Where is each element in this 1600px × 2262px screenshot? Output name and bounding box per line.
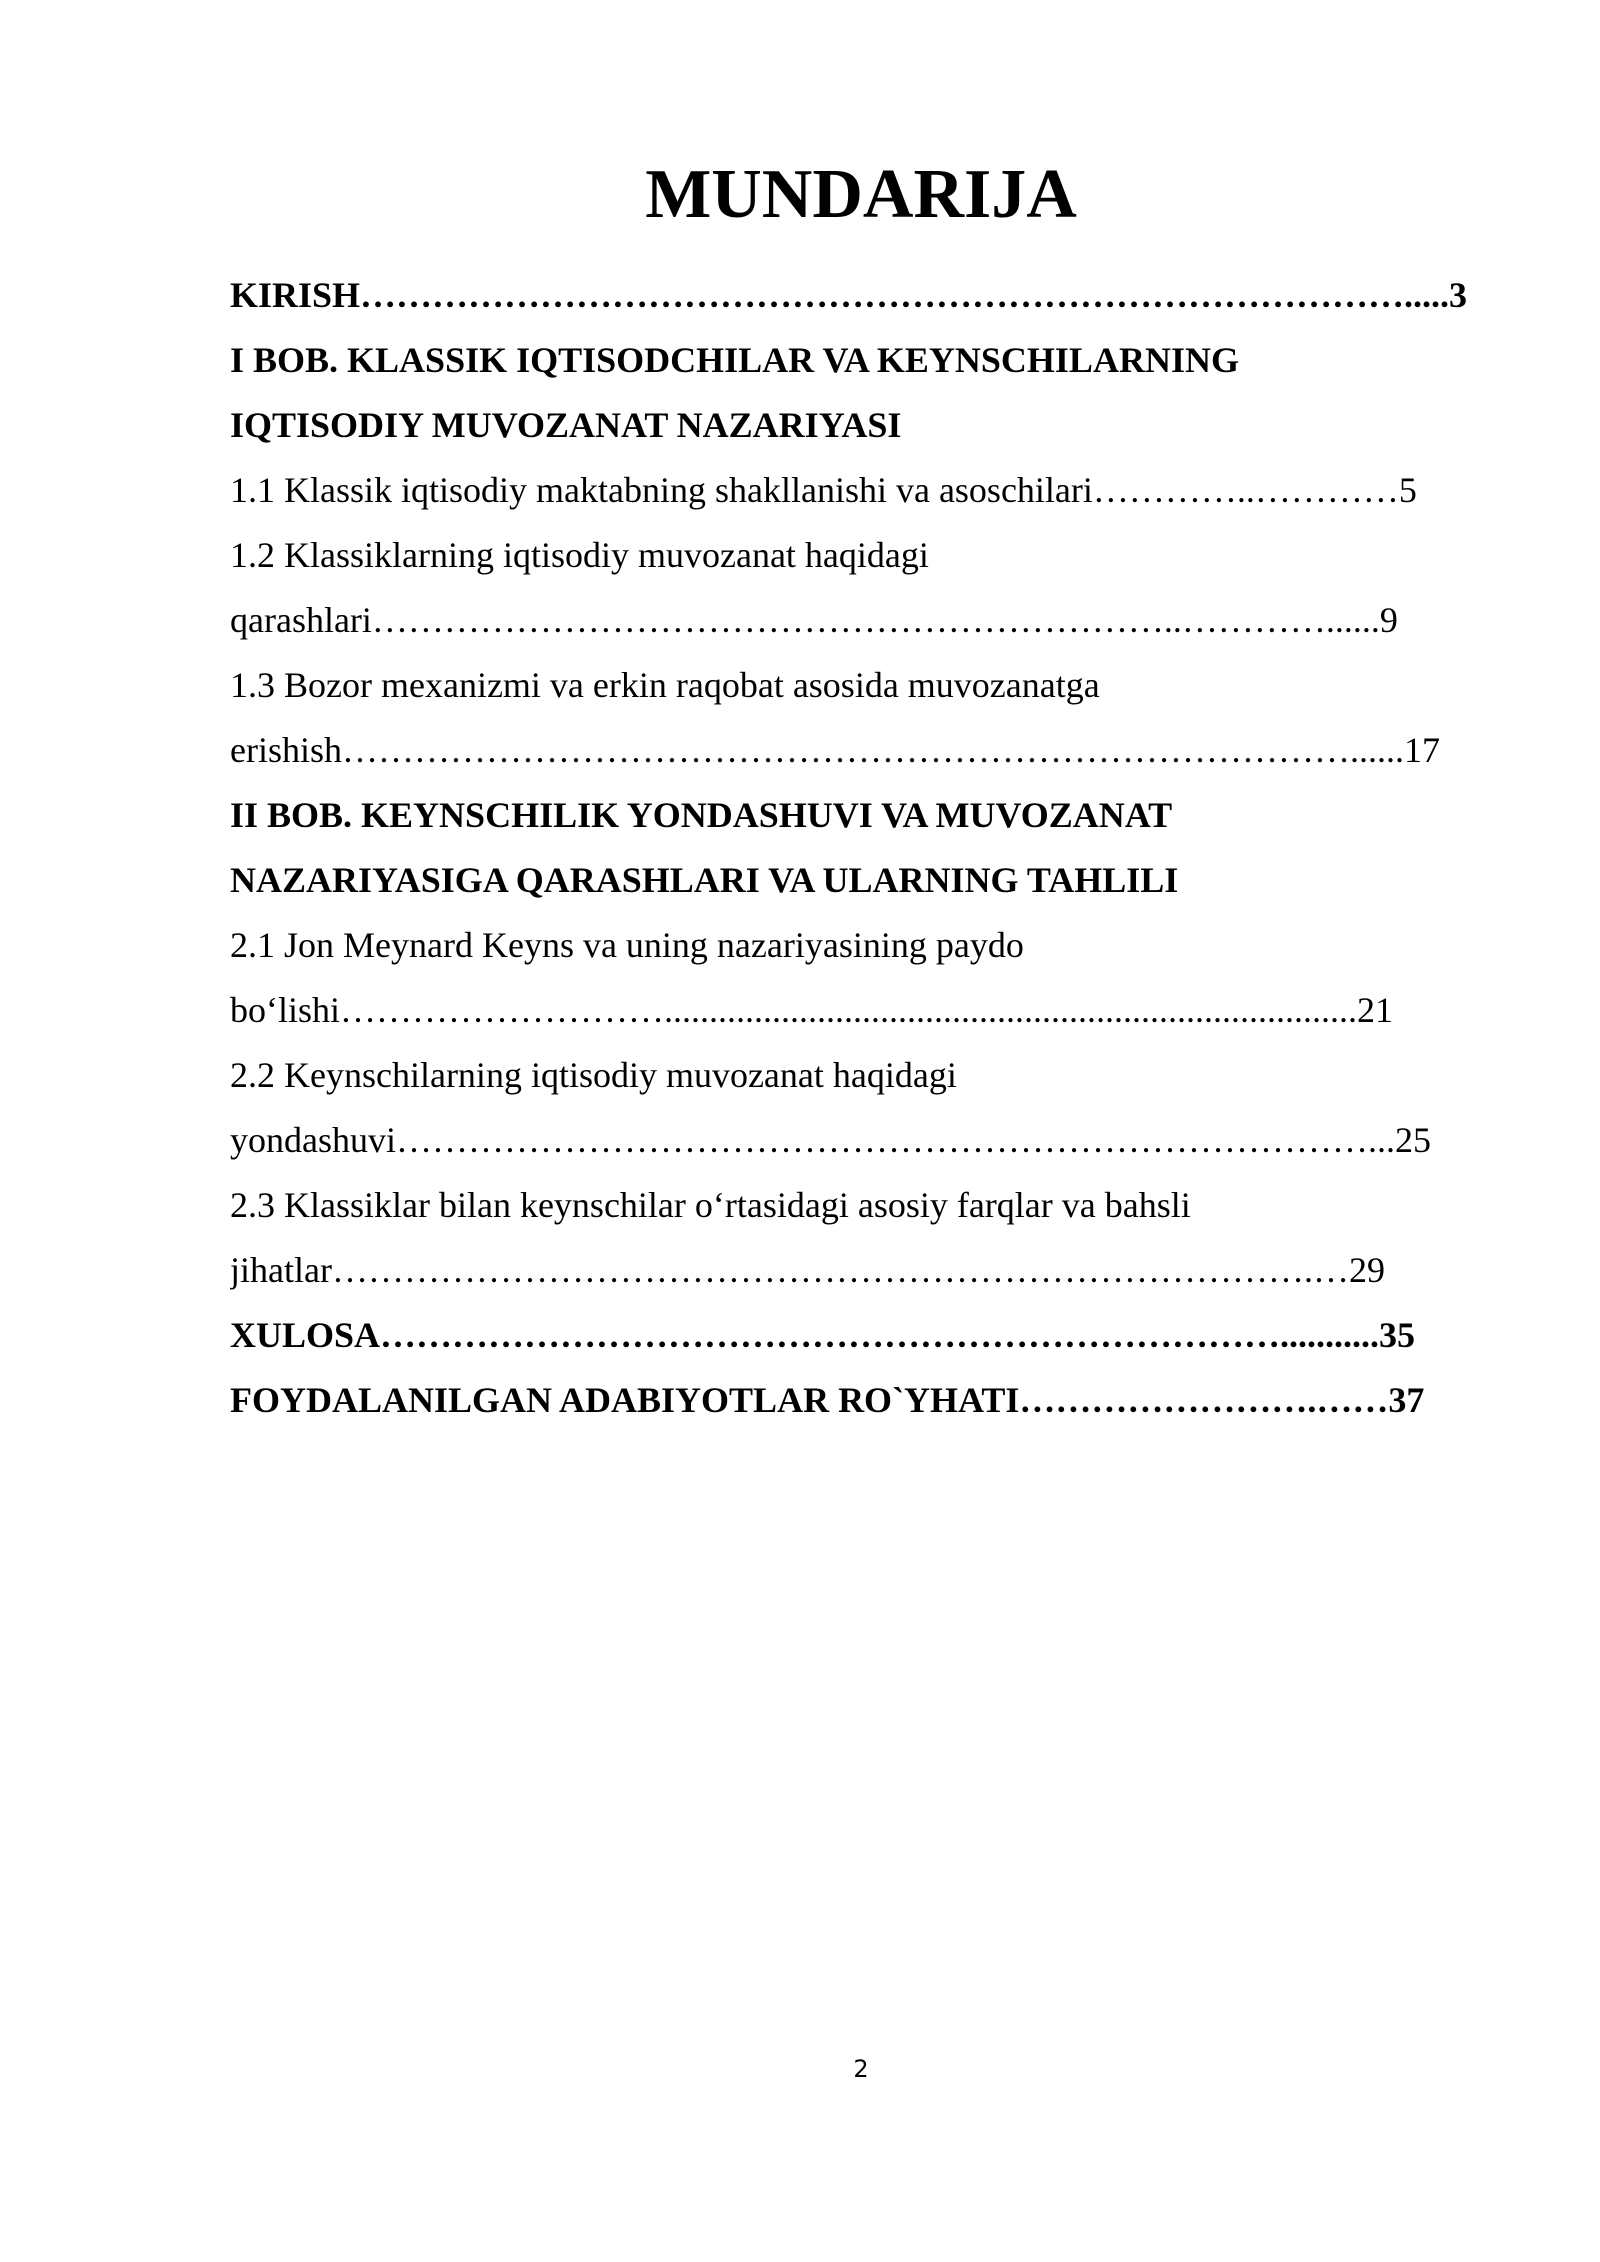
toc-section-2-2: 2.2 Keynschilarning iqtisodiy muvozanat haqidagi [230, 1055, 957, 1095]
toc-entry-kirish: KIRISH…………………………………………………………………………….....3 [230, 275, 1468, 315]
title-container [230, 150, 1492, 240]
toc-section-1-3-cont: erishish…………………………………………………………………………......17 [230, 730, 1440, 770]
toc-entry-xulosa: XULOSA…………………………………………………………………...........35 [230, 1315, 1416, 1355]
table-of-contents [230, 263, 1495, 1433]
toc-section-1-2: 1.2 Klassiklarning iqtisodiy muvozanat haqidagi [230, 535, 929, 575]
toc-chapter-1-heading-cont: IQTISODIY MUVOZANAT NAZARIYASI [230, 405, 902, 445]
toc-section-1-1: 1.1 Klassik iqtisodiy maktabning shakllanishi va asoschilari…………..…………5 [230, 470, 1417, 510]
toc-entry-references: FOYDALANILGAN ADABIYOTLAR RO`YHATI…………………….……37 [230, 1380, 1425, 1420]
page-title: MUNDARIJA [645, 156, 1077, 233]
page-number: 2 [853, 2055, 869, 2083]
toc-section-2-3-cont: jihatlar……………………………………………………………………….…29 [230, 1250, 1385, 1290]
toc-chapter-2-heading-cont: NAZARIYASIGA QARASHLARI VA ULARNING TAHLILI [230, 860, 1179, 900]
toc-chapter-1-heading: I BOB. KLASSIK IQTISODCHILAR VA KEYNSCHILARNING [230, 340, 1239, 380]
toc-section-2-3: 2.3 Klassiklar bilan keynschilar o‘rtasidagi asosiy farqlar va bahsli [230, 1185, 1191, 1225]
toc-chapter-2-heading: II BOB. KEYNSCHILIK YONDASHUVI VA MUVOZANAT [230, 795, 1173, 835]
toc-section-1-3: 1.3 Bozor mexanizmi va erkin raqobat asosida muvozanatga [230, 665, 1100, 705]
toc-section-1-2-cont: qarashlari…………………………………………………………..…………......9 [230, 600, 1398, 640]
toc-section-2-1: 2.1 Jon Meynard Keyns va uning nazariyasining paydo [230, 925, 1024, 965]
toc-section-2-1-cont: bo‘lishi……………………….............................................................................21 [230, 990, 1394, 1030]
toc-section-2-2-cont: yondashuvi………………………………………………………………………...25 [230, 1120, 1431, 1160]
